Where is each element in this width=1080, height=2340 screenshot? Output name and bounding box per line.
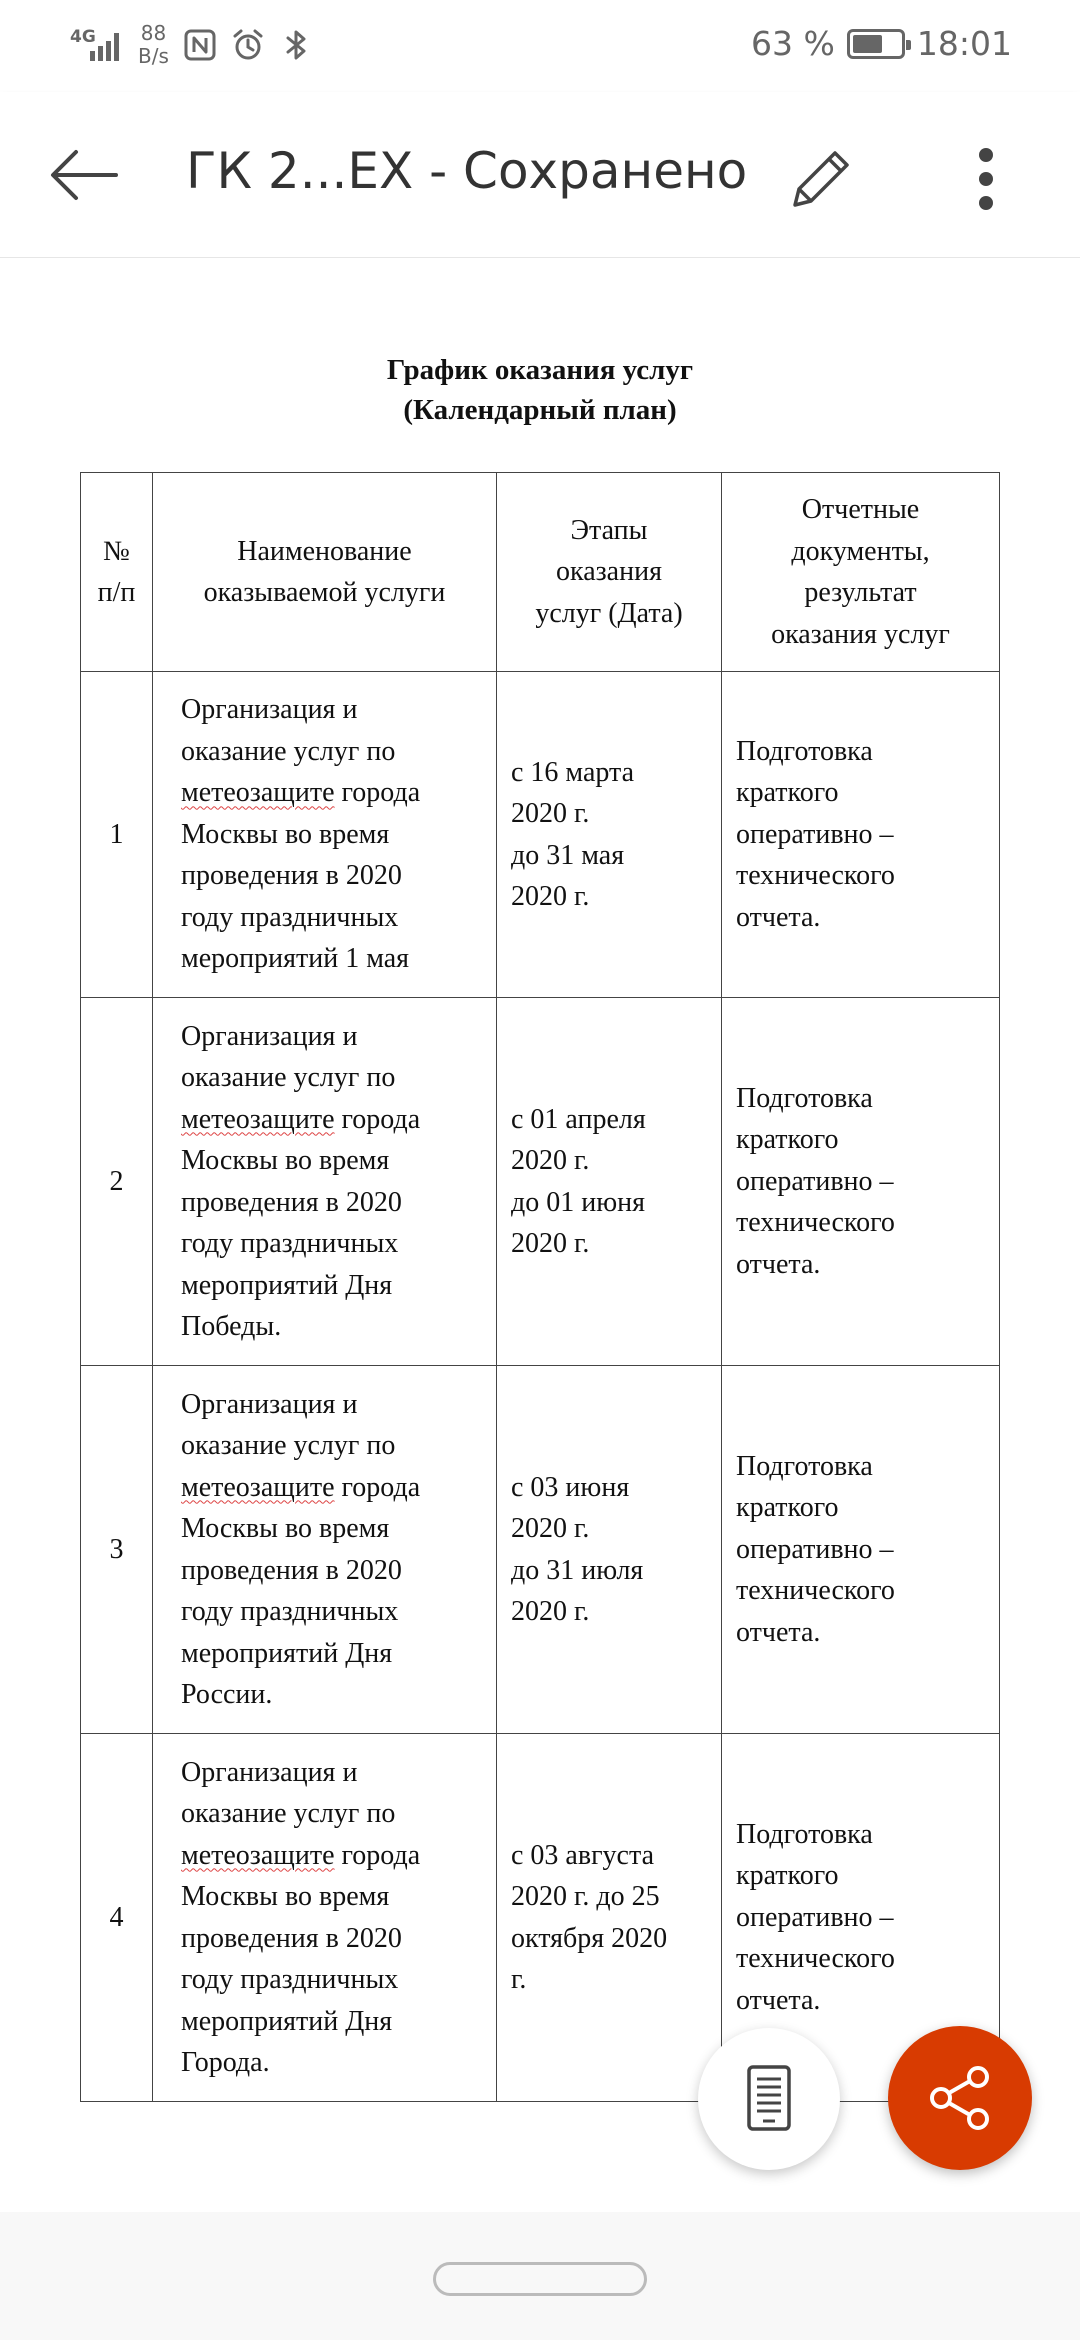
home-gesture-handle[interactable] (433, 2262, 647, 2296)
row-result-line: технического (736, 860, 895, 892)
network-speed (138, 22, 169, 68)
row-dates-line: 2020 г. до 25 (511, 1881, 660, 1912)
row-dates-line: с 03 августа (511, 1839, 654, 1871)
row-dates-cell (497, 1366, 722, 1734)
table-row (81, 1366, 1000, 1734)
row-name-line (181, 1467, 486, 1509)
row-num-cell: 3 (81, 1366, 153, 1734)
row-result-line: оперативно – (736, 1533, 894, 1565)
row-name-line: Города. (181, 2047, 270, 2078)
row-dates-line: до 01 июня (511, 1186, 646, 1218)
edit-button[interactable] (776, 134, 866, 224)
row-name-line: мероприятий 1 мая (181, 943, 410, 975)
nfc-icon (183, 28, 217, 62)
battery-fill (853, 35, 882, 53)
row-result-line: отчета. (736, 1248, 821, 1280)
table-header-row (81, 473, 1000, 672)
row-name-line: Москвы во время (181, 1513, 390, 1544)
network-type-label: 4G (70, 27, 96, 47)
network-speed-unit: B/s (138, 44, 169, 68)
spellcheck-word: метеозащите (181, 1839, 335, 1871)
row-name-line: проведения в 2020 (181, 1554, 402, 1586)
row-result-line: технического (736, 1207, 895, 1239)
table-row (81, 998, 1000, 1366)
header-num (81, 473, 153, 672)
row-dates-line: с 01 апреля (511, 1103, 646, 1135)
row-name-line: году праздничных (181, 1596, 399, 1627)
phone-document-icon (741, 2063, 797, 2135)
status-right (751, 24, 1012, 63)
row-result-line: краткого (736, 777, 839, 809)
row-result-line: технического (736, 1575, 895, 1607)
row-name-line: оказание услуг по (181, 735, 396, 767)
header-dates-line: Этапы (570, 514, 648, 546)
row-dates-cell (497, 672, 722, 998)
row-num-cell: 1 (81, 672, 153, 998)
row-result-line: краткого (736, 1492, 839, 1524)
row-name-line: оказание услуг по (181, 1062, 396, 1093)
row-result-line: Подготовка (736, 1082, 873, 1114)
row-name-line-rest: города (334, 1103, 421, 1135)
row-dates-line: 2020 г. (511, 1228, 590, 1259)
status-bar (0, 0, 1080, 92)
row-name-line: Победы. (181, 1311, 282, 1342)
more-options-button[interactable] (950, 134, 1022, 224)
row-name-line: году праздничных (181, 1228, 399, 1259)
system-nav-bar (0, 2212, 1080, 2340)
status-left (68, 22, 313, 68)
row-name-line-rest: города (334, 1471, 421, 1503)
row-name-line: оказание услуг по (181, 1798, 396, 1829)
table-body (81, 672, 1000, 2102)
row-name-line: мероприятий Дня (181, 1269, 393, 1301)
row-dates-cell (497, 998, 722, 1366)
row-name-line: оказание услуг по (181, 1430, 396, 1461)
row-result-line: отчета. (736, 1616, 821, 1648)
document-view[interactable] (0, 258, 1080, 2208)
row-result-line: краткого (736, 1860, 839, 1892)
row-name-line: Москвы во время (181, 1881, 390, 1912)
header-result-line: оказания услуг (771, 618, 950, 650)
header-result-line: результат (804, 577, 917, 608)
row-name-line: Организация и (181, 1020, 358, 1052)
row-result-line: отчета. (736, 1984, 821, 2016)
row-name-line (181, 1099, 486, 1141)
row-result-cell (722, 998, 1000, 1366)
network-speed-value: 88 (140, 21, 167, 45)
header-dates-line: оказания (556, 556, 662, 588)
row-num-cell: 2 (81, 998, 153, 1366)
row-result-line: краткого (736, 1124, 839, 1156)
row-result-line: оперативно – (736, 818, 894, 850)
calendar-plan-table (80, 472, 1000, 2102)
battery-nub (906, 40, 911, 50)
row-name-line: Москвы во время (181, 818, 390, 850)
share-icon (925, 2063, 995, 2133)
alarm-icon (231, 28, 265, 62)
row-dates-line: октября 2020 (511, 1922, 668, 1954)
spellcheck-word: метеозащите (181, 777, 335, 809)
battery-percent: 63 % (751, 24, 835, 63)
row-name-line-rest: города (334, 1839, 421, 1871)
row-dates-line: до 31 июля (511, 1554, 644, 1586)
share-button[interactable] (888, 2026, 1032, 2170)
row-name-cell (153, 672, 497, 998)
row-result-line: Подготовка (736, 735, 873, 767)
row-name-line: году праздничных (181, 901, 399, 933)
row-name-cell (153, 1366, 497, 1734)
row-dates-line: 2020 г. (511, 1145, 590, 1176)
header-num-line: п/п (97, 577, 136, 608)
row-result-line: оперативно – (736, 1901, 894, 1933)
header-num-line: № (103, 535, 130, 567)
row-dates-line: с 16 марта (511, 756, 635, 788)
document-title: ГК 2...EX - Сохранено (186, 142, 748, 200)
signal-indicator (68, 23, 124, 67)
arrow-left-icon (48, 147, 120, 203)
row-name-cell (153, 998, 497, 1366)
signal-bars-icon (90, 31, 124, 61)
document-heading (0, 350, 1080, 430)
row-num-cell: 4 (81, 1734, 153, 2102)
row-dates-cell (497, 1734, 722, 2102)
header-result (722, 473, 1000, 672)
row-name-line: проведения в 2020 (181, 860, 402, 892)
row-name-line: Организация и (181, 694, 358, 726)
row-dates-line: до 31 мая (511, 839, 625, 871)
table-row (81, 672, 1000, 998)
row-name-line (181, 772, 486, 814)
row-dates-line: 2020 г. (511, 798, 590, 829)
row-name-line: мероприятий Дня (181, 2005, 393, 2037)
row-result-cell (722, 672, 1000, 998)
row-result-line: Подготовка (736, 1450, 873, 1482)
row-dates-line: г. (511, 1964, 527, 1995)
bluetooth-icon (279, 28, 313, 62)
header-name-line: Наименование (237, 535, 412, 567)
row-name-line: проведения в 2020 (181, 1922, 402, 1954)
row-name-line: России. (181, 1679, 273, 1710)
row-name-line: году праздничных (181, 1964, 399, 1995)
row-name-cell (153, 1734, 497, 2102)
row-dates-line: 2020 г. (511, 1513, 590, 1544)
row-name-line: Организация и (181, 1388, 358, 1420)
app-bar (0, 92, 1080, 258)
header-name-line: оказываемой услуги (203, 577, 446, 608)
more-vertical-icon (976, 147, 996, 211)
row-name-line: Организация и (181, 1756, 358, 1788)
header-result-line: Отчетные (801, 494, 920, 525)
row-dates-line: 2020 г. (511, 1596, 590, 1627)
row-dates-line: 2020 г. (511, 881, 590, 912)
header-result-line: документы, (791, 535, 930, 567)
row-name-line: мероприятий Дня (181, 1637, 393, 1669)
pencil-icon (785, 143, 857, 215)
battery-icon (847, 29, 905, 59)
row-result-line: Подготовка (736, 1818, 873, 1850)
spellcheck-word: метеозащите (181, 1103, 335, 1135)
spellcheck-word: метеозащите (181, 1471, 335, 1503)
row-result-line: технического (736, 1943, 895, 1975)
header-dates-line: услуг (Дата) (535, 597, 683, 629)
clock: 18:01 (916, 24, 1012, 63)
header-dates (497, 473, 722, 672)
row-result-cell (722, 1366, 1000, 1734)
row-dates-line: с 03 июня (511, 1471, 630, 1503)
row-name-line: Москвы во время (181, 1145, 390, 1176)
row-name-line (181, 1835, 486, 1877)
row-name-line: проведения в 2020 (181, 1186, 402, 1218)
document-heading-line1: График оказания услуг (386, 354, 694, 386)
row-result-line: оперативно – (736, 1165, 894, 1197)
back-button[interactable] (40, 136, 128, 214)
table-row (81, 1734, 1000, 2102)
row-result-line: отчета. (736, 901, 821, 933)
reading-mode-button[interactable] (698, 2028, 840, 2170)
document-heading-line2: (Календарный план) (403, 394, 677, 426)
row-name-line-rest: города (334, 777, 421, 809)
header-name (153, 473, 497, 672)
